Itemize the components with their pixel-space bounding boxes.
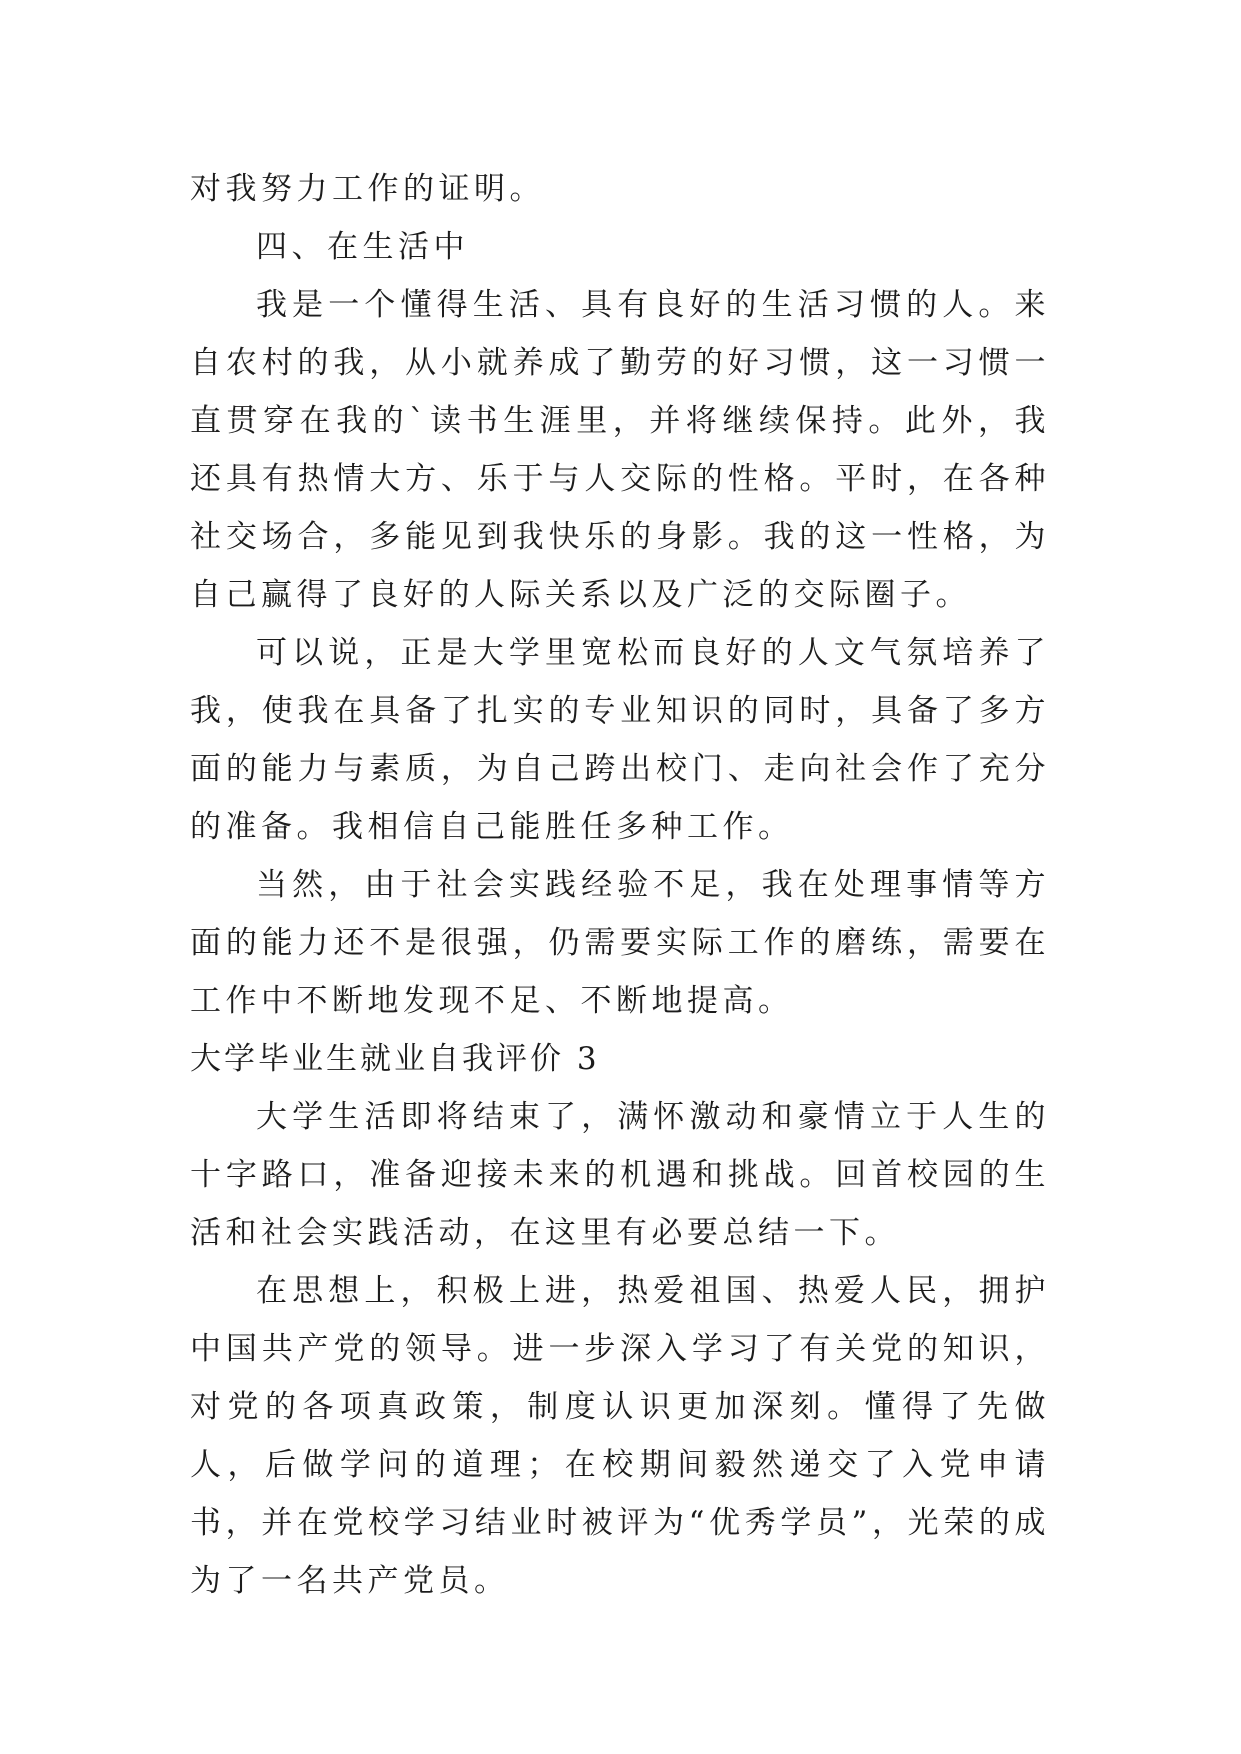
paragraph-life-habits: 我是一个懂得生活、具有良好的生活习惯的人。来自农村的我，从小就养成了勤劳的好习惯，这一习惯一直贯穿在我的`读书生涯里，并将继续保持。此外，我还具有热情大方、乐于与人交际的性格。平时，在各种社交场合，多能见到我快乐的身影。我的这一性格，为自己赢得了良好的人际关系以及广泛的交际圈子。	[190, 287, 1050, 613]
paragraph-continuation: 对我努力工作的证明。	[190, 171, 545, 207]
paragraph-shortcomings: 当然，由于社会实践经验不足，我在处理事情等方面的能力还不是很强，仍需要实际工作的磨练，需要在工作中不断地发现不足、不断地提高。	[190, 867, 1050, 1019]
paragraph-university-summary: 可以说，正是大学里宽松而良好的人文气氛培养了我，使我在具备了扎实的专业知识的同时，具备了多方面的能力与素质，为自己跨出校门、走向社会作了充分的准备。我相信自己能胜任多种工作。	[190, 635, 1050, 845]
document-body	[190, 160, 1050, 1610]
paragraph-intro: 大学生活即将结束了，满怀激动和豪情立于人生的十字路口，准备迎接未来的机遇和挑战。回首校园的生活和社会实践活动，在这里有必要总结一下。	[190, 1099, 1050, 1251]
subheading-life: 四、在生活中	[256, 229, 469, 265]
paragraph-ideology: 在思想上，积极上进，热爱祖国、热爱人民，拥护中国共产党的领导。进一步深入学习了有关党的知识，对党的各项真政策，制度认识更加深刻。懂得了先做人，后做学问的道理；在校期间毅然递交了入党申请书，并在党校学习结业时被评为“优秀学员”，光荣的成为了一名共产党员。	[190, 1273, 1050, 1599]
section-title: 大学毕业生就业自我评价 3	[190, 1041, 600, 1077]
